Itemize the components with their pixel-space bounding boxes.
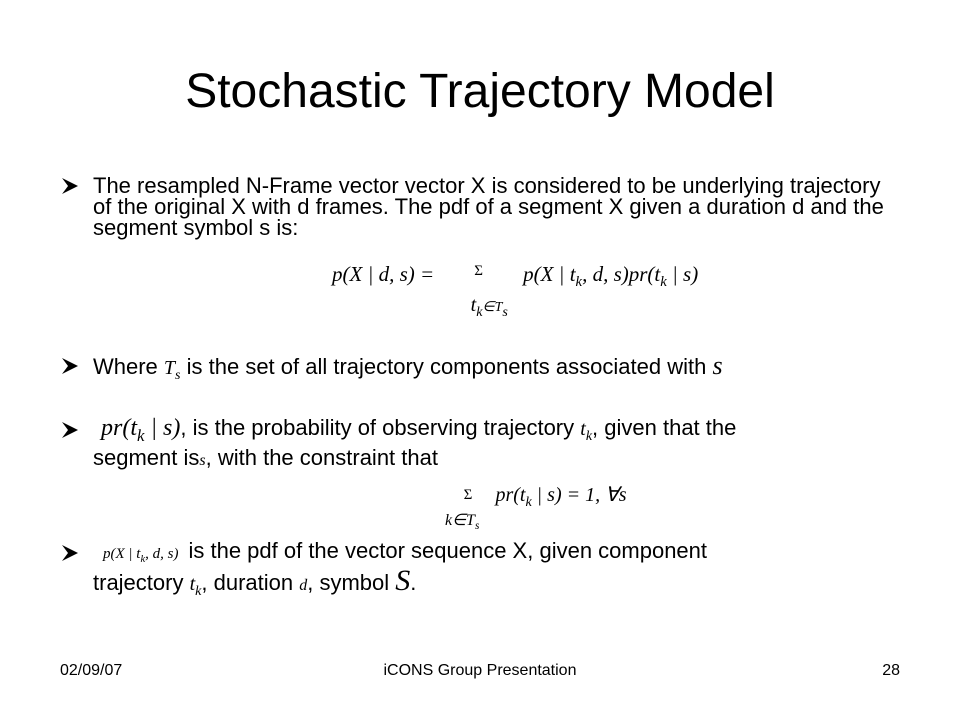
eq1-rhs: p(X | $t_k$, d, $s)pr(t_k$ | s): [523, 262, 699, 291]
eq2-body: $pr(t_k$ | s) = 1, ∀s: [495, 484, 627, 510]
eq2-sum-symbol: Σ: [463, 487, 473, 503]
bullet-1: [60, 175, 900, 238]
pX-tk-expression: p(X | $t_k$, d, s): [103, 546, 179, 565]
bullet-2-prefix: Where: [93, 354, 158, 379]
arrow-bullet-icon: [60, 542, 80, 564]
d-symbol: d: [299, 577, 308, 594]
tk-symbol: $t_k$: [580, 418, 593, 444]
bullet-3-part1: , is the probability of observing trajectory: [180, 415, 575, 440]
eq2-sum: [445, 487, 491, 533]
arrow-bullet-icon: [60, 419, 80, 441]
bullet-4-end: .: [410, 570, 417, 595]
footer-date: 02/09/07: [60, 662, 123, 679]
bullet-4-part1: is the pdf of the vector sequence X, given component: [188, 538, 708, 563]
bullet-4: [60, 540, 900, 602]
footer-page-number: 28: [882, 662, 900, 679]
s-symbol: s: [712, 351, 723, 380]
s-small-symbol: s: [199, 452, 206, 469]
eq1-sum-subscript: $t_k\in T_s$: [470, 294, 508, 320]
bullet-2-suffix: is the set of all trajectory components associated with: [186, 354, 707, 379]
Ts-symbol: $T_s$: [163, 357, 181, 383]
tk2-symbol: $t_k$: [189, 573, 202, 599]
equation-pdf: [332, 262, 699, 320]
slide-title: Stochastic Trajectory Model: [185, 65, 775, 118]
bullet-3: [60, 417, 900, 471]
footer-title: iCONS Group Presentation: [383, 662, 577, 679]
bullet-4-part4: , symbol: [307, 570, 390, 595]
bullet-3-part2: , given that the: [592, 415, 737, 440]
bullet-2: [60, 351, 900, 386]
equation-constraint: [445, 482, 627, 533]
bullet-4-part3: , duration: [201, 570, 294, 595]
eq1-sum: [439, 263, 519, 320]
eq1-sum-symbol: Σ: [474, 263, 483, 279]
bullet-3-part3: segment is: [93, 445, 200, 470]
eq1-lhs: p(X | d, s) =: [332, 262, 435, 286]
pr-tk-expression: $pr(t_k$ | s): [101, 415, 181, 445]
bullet-1-text: The resampled N-Frame vector vector X is considered to be underlying trajectory of the original X with d frames. The pdf of a segment X given a duration d and the segment symbol s is:: [93, 173, 884, 240]
eq2-sum-subscript: $k\in T_s$: [445, 512, 480, 533]
S-big-symbol: S: [395, 564, 411, 597]
bullet-3-part4: , with the constraint that: [205, 445, 438, 470]
arrow-bullet-icon: [60, 355, 80, 377]
bullet-4-part2: trajectory: [93, 570, 184, 595]
arrow-bullet-icon: [60, 175, 80, 197]
